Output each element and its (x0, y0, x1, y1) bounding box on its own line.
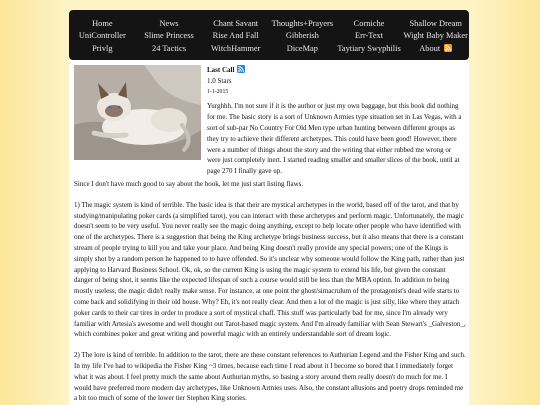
nav-about-label: About (419, 43, 441, 53)
post-paragraph-since: Since I don't have much good to say about the book, let me just start listing flaws. (74, 180, 304, 188)
nav-link-24-tactics[interactable]: 24 Tactics (152, 43, 186, 53)
post-intro: Yurghhh. I'm not sure if it is the author or just my own baggage, but this book did nothing for me. The basic story is a sort of Unknown Armies type situation set in Las Vegas, with a sort of sub-par No Country For Old Men type urban hunting between different groups as they try to achieve their different archetypes. This could have been good! However, there were a number of things about the story and the writing that either rubbed me wrong or were just completely inert. I started reading smaller and smaller slices of the book, until at page 270 I finally gave up. (207, 102, 462, 176)
nav-link-witchhammer[interactable]: WitchHammer (210, 43, 261, 53)
top-navigation (69, 10, 469, 60)
nav-link-news[interactable]: News (159, 18, 179, 28)
nav-row-1 (69, 17, 469, 30)
nav-link-corniche[interactable]: Corniche (353, 18, 385, 28)
nav-link-shallow-dream[interactable]: Shallow Dream (409, 18, 462, 28)
nav-link-chant-savant[interactable]: Chant Savant (213, 18, 259, 28)
nav-link-rise-and-fall[interactable]: Rise And Fall (212, 31, 259, 41)
nav-link-privlg[interactable]: Privlg (92, 43, 113, 53)
post-paragraph-flaw-2: 2) The lore is kind of terrible. In addition to the tarot, there are these constant references to Authurian Legend and the Fisher King and such. In my life I've had to wikipedia the Fisher King ~3 times, because each time I read about it I become so bored that I immediately forget what it was about. I feel pretty much the same about Authurian myths, so basing a story around them really doesn't do much for me. I would have preferred more modern day archetypes, like Unknown Armies uses. Also, the constant allusions and poetry drops reminded me a bit too much of some of the lower tier Stephen King stories. (74, 351, 466, 403)
nav-link-dicemap[interactable]: DiceMap (286, 43, 318, 53)
nav-link-home[interactable]: Home (92, 18, 113, 28)
nav-link-slime-princess[interactable]: Slime Princess (144, 31, 194, 41)
post-title[interactable]: Last Call (207, 66, 235, 74)
nav-link-wight-baby-maker[interactable]: Wight Baby Maker (403, 31, 468, 41)
cat-photo (74, 65, 201, 160)
post-rating: 1.0 Stars (207, 76, 232, 85)
nav-link-about[interactable] (402, 44, 469, 53)
rss-icon[interactable] (237, 65, 245, 73)
nav-row-3 (69, 42, 469, 55)
post-header (207, 65, 465, 177)
post-paragraph-flaw-1: 1) The magic system is kind of terrible. The basic idea is that their are mystical archetypes in the world, based off of the tarot, and that by studying/manipulating poker cards (a simplified tarot), you can interact with these archetypes and perform magic. Unfortunately, the magic doesn't seem to be very useful. You never really see the magic doing anything, except to help locate other people who have identified with one of the archetypes. There is a suggestion that being the King archetype brings business success, but it also means that there is a constant stream of people trying to kill you and take your place. And being King doesn't really provide any special powers; one of the Kings is simply shot by a random person he happened to to have offended. So it's unclear why someone would follow the King path, rather than just applying to Harvard Business School. Ok, ok, so the current King is using the magic system to extend his life, but given the constant danger of being shot, it seems like the expected lifespan of such a course would still be less than the MBA option. In addition to being mostly useless, the magic didn't really make sense. For instance, at one point the ghost/simacrulum of the protagonist's dead wife starts to come back and solidifying in their old house. Why? Eh, it's not really clear. And then a lot of the magic is just silly, like where they attach poker cards to their car tires in order to produce a sort of mystical chaff. This stuff was particularly bad for me, since I'm already very familiar with Artesia's awesome and well thought out Tarot-based magic system. And I'm already familiar with Sean Stewart's _Galveston_, which combines poker and great writing and powerful magic with an entirely understandable sort of dream logic. (74, 200, 466, 339)
nav-link-taytiary-swyphilis[interactable]: Taytiary Swyphilis (337, 43, 401, 53)
nav-row-2 (69, 30, 469, 43)
post-content (69, 60, 469, 405)
nav-link-unicontroller[interactable]: UniController (78, 31, 126, 41)
post-date: 1-1-2015 (207, 88, 229, 95)
rss-feed-icon[interactable] (444, 44, 452, 52)
nav-link-err-text[interactable]: Err-Text (354, 31, 384, 41)
nav-link-gibberish[interactable]: Gibberish (285, 31, 319, 41)
nav-link-thoughts-prayers[interactable]: Thoughts+Prayers (271, 18, 334, 28)
post-body (74, 179, 466, 405)
